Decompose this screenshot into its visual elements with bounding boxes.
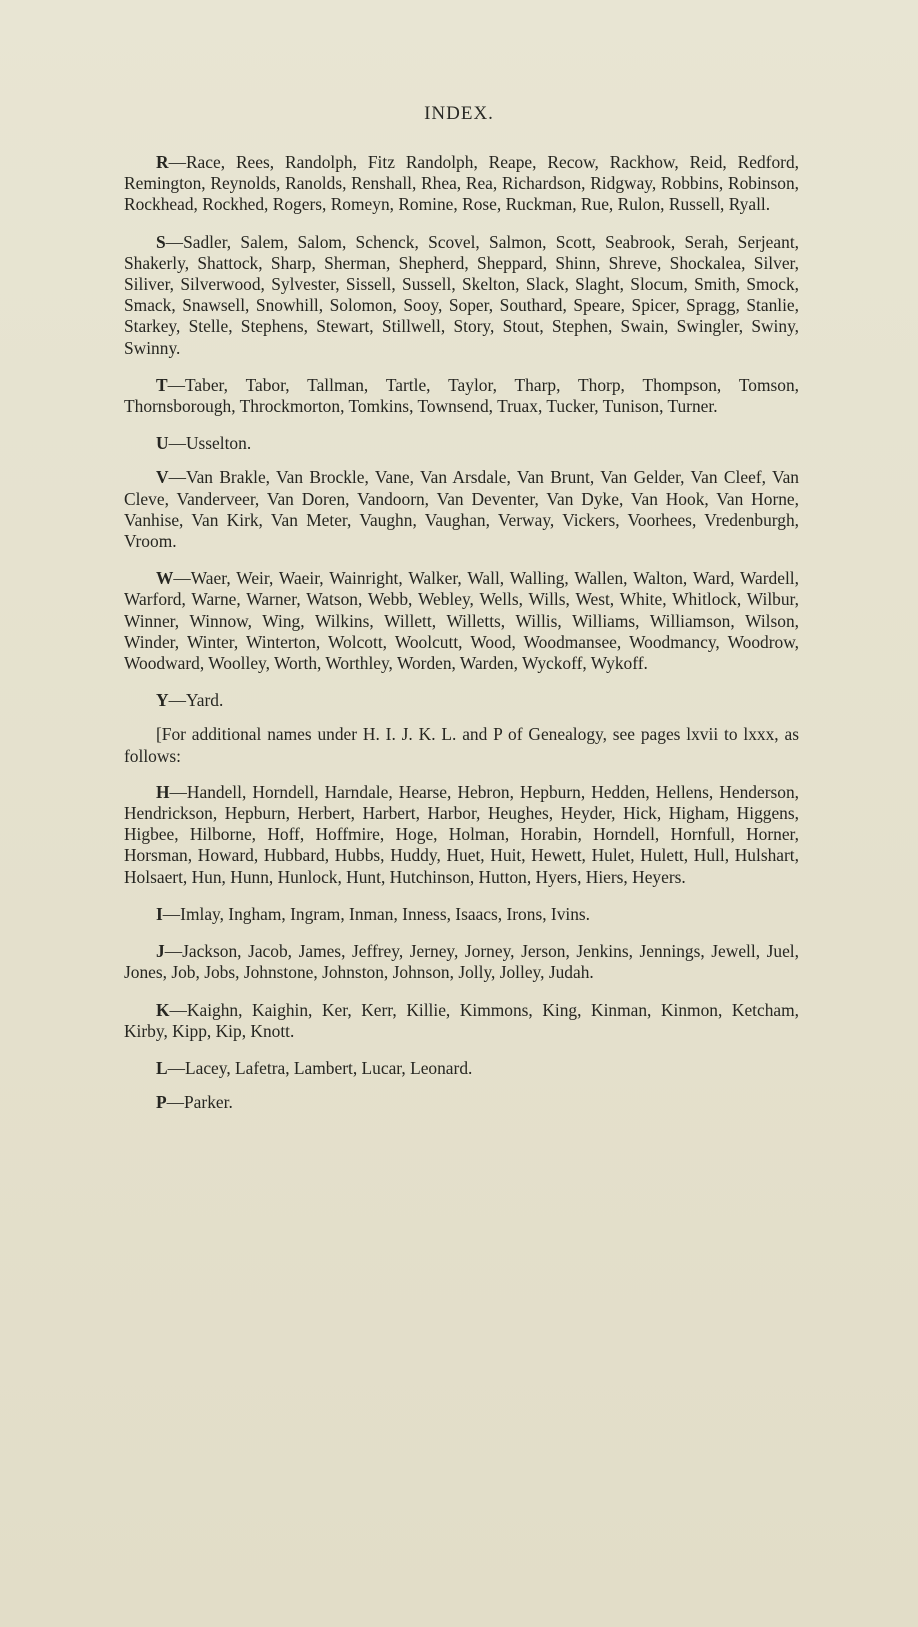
entry-names: —Sadler, Salem, Salom, Schenck, Scovel, Salmon, Scott, Seabrook, Serah, Serjeant, Shakerly, Shattock, Sharp, Sherman, Shepherd, Sheppard, Shinn, Shreve, Shockalea, Silver, Siliver, Silverwood, Sylvester, Sissell, Sussell, Skelton, Slack, Slaght, Slocum, Smith, Smock, Smack, Snawsell, Snowhill, Solomon, Sooy, Soper, Southard, Speare, Spicer, Spragg, Stanlie, Starkey, Stelle, Stephens, Stewart, Stillwell, Story, Stout, Stephen, Swain, Swingler, Swiny, Swinny. xyxy=(124,231,799,358)
entry-letter: U xyxy=(156,433,169,454)
entry-names: —Van Brakle, Van Brockle, Vane, Van Arsdale, Van Brunt, Van Gelder, Van Cleef, Van Cleve, Vanderveer, Van Doren, Vandoorn, Van Deventer, Van Dyke, Van Hook, Van Horne, Vanhise, Van Kirk, Van Meter, Vaughn, Vaughan, Verway, Vickers, Voorhees, Vredenburgh, Vroom. xyxy=(124,467,799,552)
index-entry-w xyxy=(124,568,799,674)
entry-names: —Kaighn, Kaighin, Ker, Kerr, Killie, Kimmons, King, Kinman, Kinmon, Ketcham, Kirby, Kipp, Kip, Knott. xyxy=(124,999,799,1041)
entry-letter: H xyxy=(156,781,170,802)
index-entry-y xyxy=(124,690,799,711)
entry-names: —Race, Rees, Randolph, Fitz Randolph, Reape, Recow, Rackhow, Reid, Redford, Remington, Reynolds, Ranolds, Renshall, Rhea, Rea, Richardson, Ridgway, Robbins, Robinson, Rockhead, Rockhed, Rogers, Romeyn, Romine, Rose, Ruckman, Rue, Rulon, Russell, Ryall. xyxy=(124,152,799,215)
entry-names: —Imlay, Ingham, Ingram, Inman, Inness, Isaacs, Irons, Ivins. xyxy=(162,903,591,924)
entry-letter: Y xyxy=(156,690,169,711)
entry-letter: T xyxy=(156,374,168,395)
entry-names: —Handell, Horndell, Harndale, Hearse, Hebron, Hepburn, Hedden, Hellens, Henderson, Hendrickson, Hepburn, Herbert, Harbert, Harbor, Heughes, Heyder, Hick, Higham, Higgens, Higbee, Hilborne, Hoff, Hoffmire, Hoge, Holman, Horabin, Horndell, Hornfull, Horner, Horsman, Howard, Hubbard, Hubbs, Huddy, Huet, Huit, Hewett, Hulet, Hulett, Hull, Hulshart, Holsaert, Hun, Hunn, Hunlock, Hunt, Hutchinson, Hutton, Hyers, Hiers, Heyers. xyxy=(124,781,799,887)
genealogy-note: [For additional names under H. I. J. K. L. and P of Genealogy, see pages lxvii to lxxx, as follows: xyxy=(124,724,799,766)
page-title: INDEX. xyxy=(424,103,494,124)
index-entry-r xyxy=(124,152,799,216)
entry-letter: R xyxy=(156,152,169,172)
index-body xyxy=(124,152,799,1129)
index-entry-t xyxy=(124,375,799,417)
entry-letter: I xyxy=(156,903,163,924)
index-entry-i xyxy=(124,904,799,925)
entry-names: —Parker. xyxy=(166,1092,233,1113)
index-entry-h xyxy=(124,782,799,888)
index-entry-v xyxy=(124,467,799,552)
entry-letter: V xyxy=(156,467,169,488)
entry-letter: S xyxy=(156,231,166,252)
entry-letter: J xyxy=(156,941,165,962)
index-entry-j xyxy=(124,941,799,983)
entry-names: —Taber, Tabor, Tallman, Tartle, Taylor, Tharp, Thorp, Thompson, Tomson, Thornsborough, Throckmorton, Tomkins, Townsend, Truax, Tucker, Tunison, Turner. xyxy=(124,374,799,417)
entry-names: —Yard. xyxy=(168,690,224,711)
index-entry-u xyxy=(124,433,799,454)
index-entry-p xyxy=(124,1092,799,1113)
index-entry-l xyxy=(124,1058,799,1079)
entry-names: —Lacey, Lafetra, Lambert, Lucar, Leonard. xyxy=(167,1057,473,1078)
entry-names: —Usselton. xyxy=(168,433,252,454)
entry-letter: W xyxy=(156,568,174,589)
entry-names: —Jackson, Jacob, James, Jeffrey, Jerney, Jorney, Jerson, Jenkins, Jennings, Jewell, Juel, Jones, Job, Jobs, Johnstone, Johnston, Johnson, Jolly, Jolley, Judah. xyxy=(124,941,799,983)
index-entry-k xyxy=(124,1000,799,1042)
entry-letter: L xyxy=(156,1057,168,1078)
entry-letter: P xyxy=(156,1092,167,1113)
entry-names: —Waer, Weir, Waeir, Wainright, Walker, Wall, Walling, Wallen, Walton, Ward, Wardell, Warford, Warne, Warner, Watson, Webb, Webley, Wells, Wills, West, White, Whitlock, Wilbur, Winner, Winnow, Wing, Wilkins, Willett, Willetts, Willis, Williams, Williamson, Wilson, Winder, Winter, Winterton, Wolcott, Woolcutt, Wood, Woodmansee, Woodmancy, Woodrow, Woodward, Woolley, Worth, Worthley, Worden, Warden, Wyckoff, Wykoff. xyxy=(124,568,799,674)
entry-letter: K xyxy=(156,999,170,1020)
index-entry-s xyxy=(124,232,799,359)
